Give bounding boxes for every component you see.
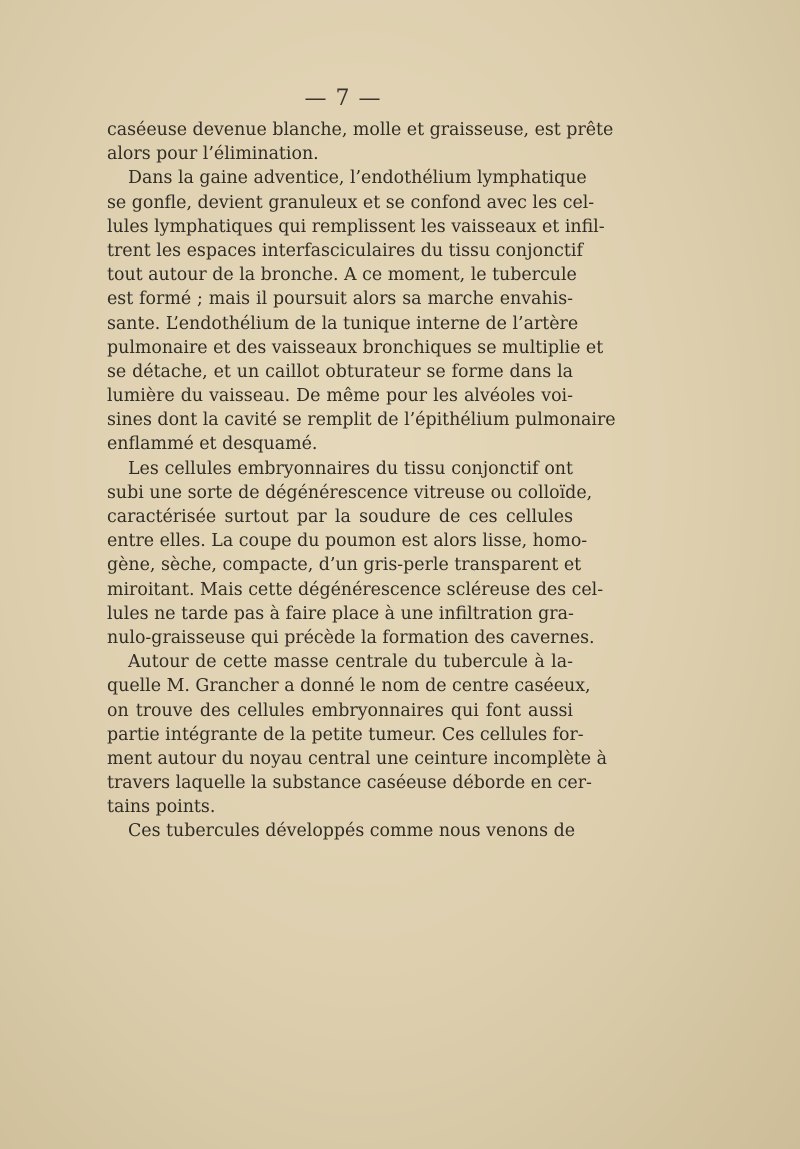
text-line: trent les espaces interfasciculaires du tissu conjonctif bbox=[107, 240, 583, 261]
text-line: partie intégrante de la petite tumeur. Ces cellules for- bbox=[107, 724, 584, 745]
text-line: Dans la gaine adventice, l’endothélium lymphatique bbox=[128, 168, 587, 189]
text-line: subi une sorte de dégénérescence vitreuse ou colloïde, bbox=[107, 482, 593, 503]
text-line: quelle M. Grancher a donné le nom de centre caséeux, bbox=[107, 676, 591, 697]
text-line: Ces tubercules développés comme nous venons de bbox=[128, 821, 576, 842]
body-text bbox=[107, 118, 616, 844]
text-line: miroitant. Mais cette dégénérescence scléreuse des cel- bbox=[107, 579, 604, 600]
text-line: se gonfle, devient granuleux et se confond avec les cel- bbox=[107, 192, 595, 213]
text-line: se détache, et un caillot obturateur se forme dans la bbox=[107, 361, 573, 382]
text-line: ment autour du noyau central une ceinture incomplète à bbox=[107, 748, 607, 769]
text-line: Autour de cette masse centrale du tubercule à la- bbox=[128, 652, 573, 673]
text-line: on trouve des cellules embryonnaires qui font aussi bbox=[107, 700, 573, 721]
text-line: est formé ; mais il poursuit alors sa marche envahis- bbox=[107, 289, 573, 310]
page-number: — 7 — bbox=[304, 86, 382, 111]
text-line: sines dont la cavité se remplit de l’épithélium pulmonaire bbox=[107, 410, 616, 431]
text-line: lumière du vaisseau. De même pour les alvéoles voi- bbox=[107, 386, 573, 407]
text-line: tains points. bbox=[107, 797, 216, 818]
text-line: caractérisée surtout par la soudure de ces cellules bbox=[107, 507, 573, 527]
text-line: caséeuse devenue blanche, molle et graisseuse, est prête bbox=[107, 120, 614, 140]
text-line: entre elles. La coupe du poumon est alors lisse, homo- bbox=[107, 531, 588, 552]
text-line: lules ne tarde pas à faire place à une infiltration gra- bbox=[107, 603, 574, 624]
text-line: pulmonaire et des vaisseaux bronchiques se multiplie et bbox=[107, 337, 604, 358]
text-line: nulo-graisseuse qui précède la formation des cavernes. bbox=[107, 627, 595, 648]
text-line: lules lymphatiques qui remplissent les vaisseaux et infil- bbox=[107, 216, 605, 237]
text-line: gène, sèche, compacte, d’un gris-perle transparent et bbox=[107, 555, 582, 576]
text-line: alors pour l’élimination. bbox=[107, 144, 319, 165]
text-line: sante. L’endothélium de la tunique interne de l’artère bbox=[107, 313, 579, 334]
text-line: travers laquelle la substance caséeuse déborde en cer- bbox=[107, 773, 592, 794]
text-line: tout autour de la bronche. A ce moment, le tubercule bbox=[107, 265, 577, 286]
text-line: Les cellules embryonnaires du tissu conjonctif ont bbox=[128, 458, 573, 479]
text-line: enflammé et desquamé. bbox=[107, 434, 318, 455]
